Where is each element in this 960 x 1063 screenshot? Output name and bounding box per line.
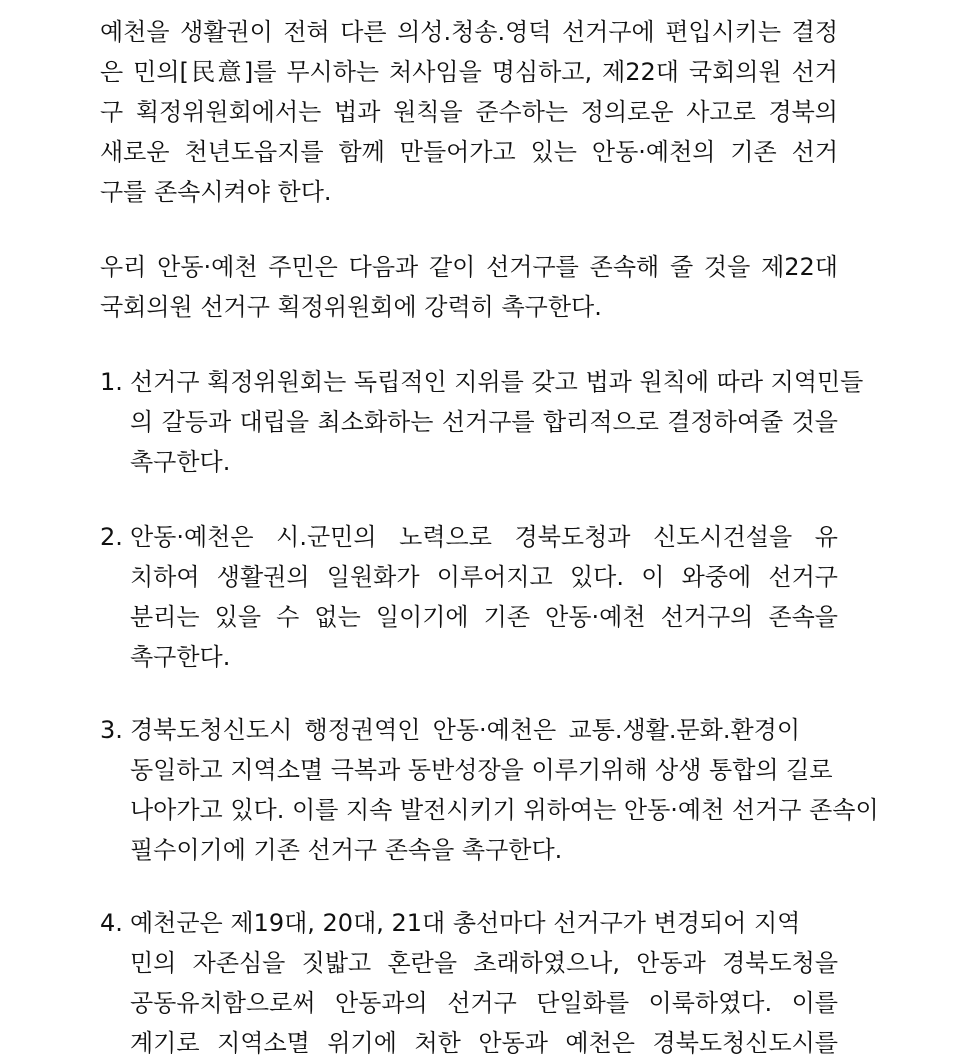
item-line: 분리는 있을 수 없는 일이기에 기존 안동·예천 선거구의 존속을 [130, 603, 838, 631]
paragraph-line: 은 민의[民意]를 무시하는 처사임을 명심하고, 제22대 국회의원 선거 [100, 58, 838, 86]
paragraph-line: 구를 존속시켜야 한다. [100, 178, 332, 206]
item-line: 치하여 생활권의 일원화가 이루어지고 있다. 이 와중에 선거구 [130, 563, 838, 591]
item-line: 경북도청신도시 행정권역인 안동·예천은 교통.생활.문화.환경이 [130, 716, 800, 744]
item-number: 2. [100, 523, 123, 551]
item-line: 의 갈등과 대립을 최소화하는 선거구를 합리적으로 결정하여줄 것을 [130, 408, 838, 436]
item-line: 민의 자존심을 짓밟고 혼란을 초래하였으나, 안동과 경북도청을 [130, 949, 838, 977]
item-line: 선거구 획정위원회는 독립적인 지위를 갖고 법과 원칙에 따라 지역민들 [130, 368, 864, 396]
item-line: 동일하고 지역소멸 극복과 동반성장을 이루기위해 상생 통합의 길로 [130, 756, 833, 784]
item-line: 안동·예천은 시.군민의 노력으로 경북도청과 신도시건설을 유 [130, 523, 838, 551]
paragraph-line: 구 획정위원회에서는 법과 원칙을 준수하는 정의로운 사고로 경북의 [100, 98, 838, 126]
item-number: 1. [100, 368, 123, 396]
item-line: 공동유치함으로써 안동과의 선거구 단일화를 이룩하였다. 이를 [130, 989, 838, 1017]
paragraph-line: 예천을 생활권이 전혀 다른 의성.청송.영덕 선거구에 편입시키는 결정 [100, 18, 838, 46]
item-number: 4. [100, 909, 123, 937]
item-line: 촉구한다. [130, 448, 231, 476]
paragraph-line: 국회의원 선거구 획정위원회에 강력히 촉구한다. [100, 293, 602, 321]
paragraph-line: 새로운 천년도읍지를 함께 만들어가고 있는 안동·예천의 기존 선거 [100, 138, 838, 166]
item-line: 계기로 지역소멸 위기에 처한 안동과 예천은 경북도청신도시를 [130, 1029, 838, 1057]
item-line: 예천군은 제19대, 20대, 21대 총선마다 선거구가 변경되어 지역 [130, 909, 801, 937]
item-line: 촉구한다. [130, 643, 231, 671]
item-number: 3. [100, 716, 123, 744]
paragraph-line: 우리 안동·예천 주민은 다음과 같이 선거구를 존속해 줄 것을 제22대 [100, 253, 838, 281]
item-line: 필수이기에 기존 선거구 존속을 촉구한다. [130, 836, 563, 864]
item-line: 나아가고 있다. 이를 지속 발전시키기 위하여는 안동·예천 선거구 존속이 [130, 796, 879, 824]
